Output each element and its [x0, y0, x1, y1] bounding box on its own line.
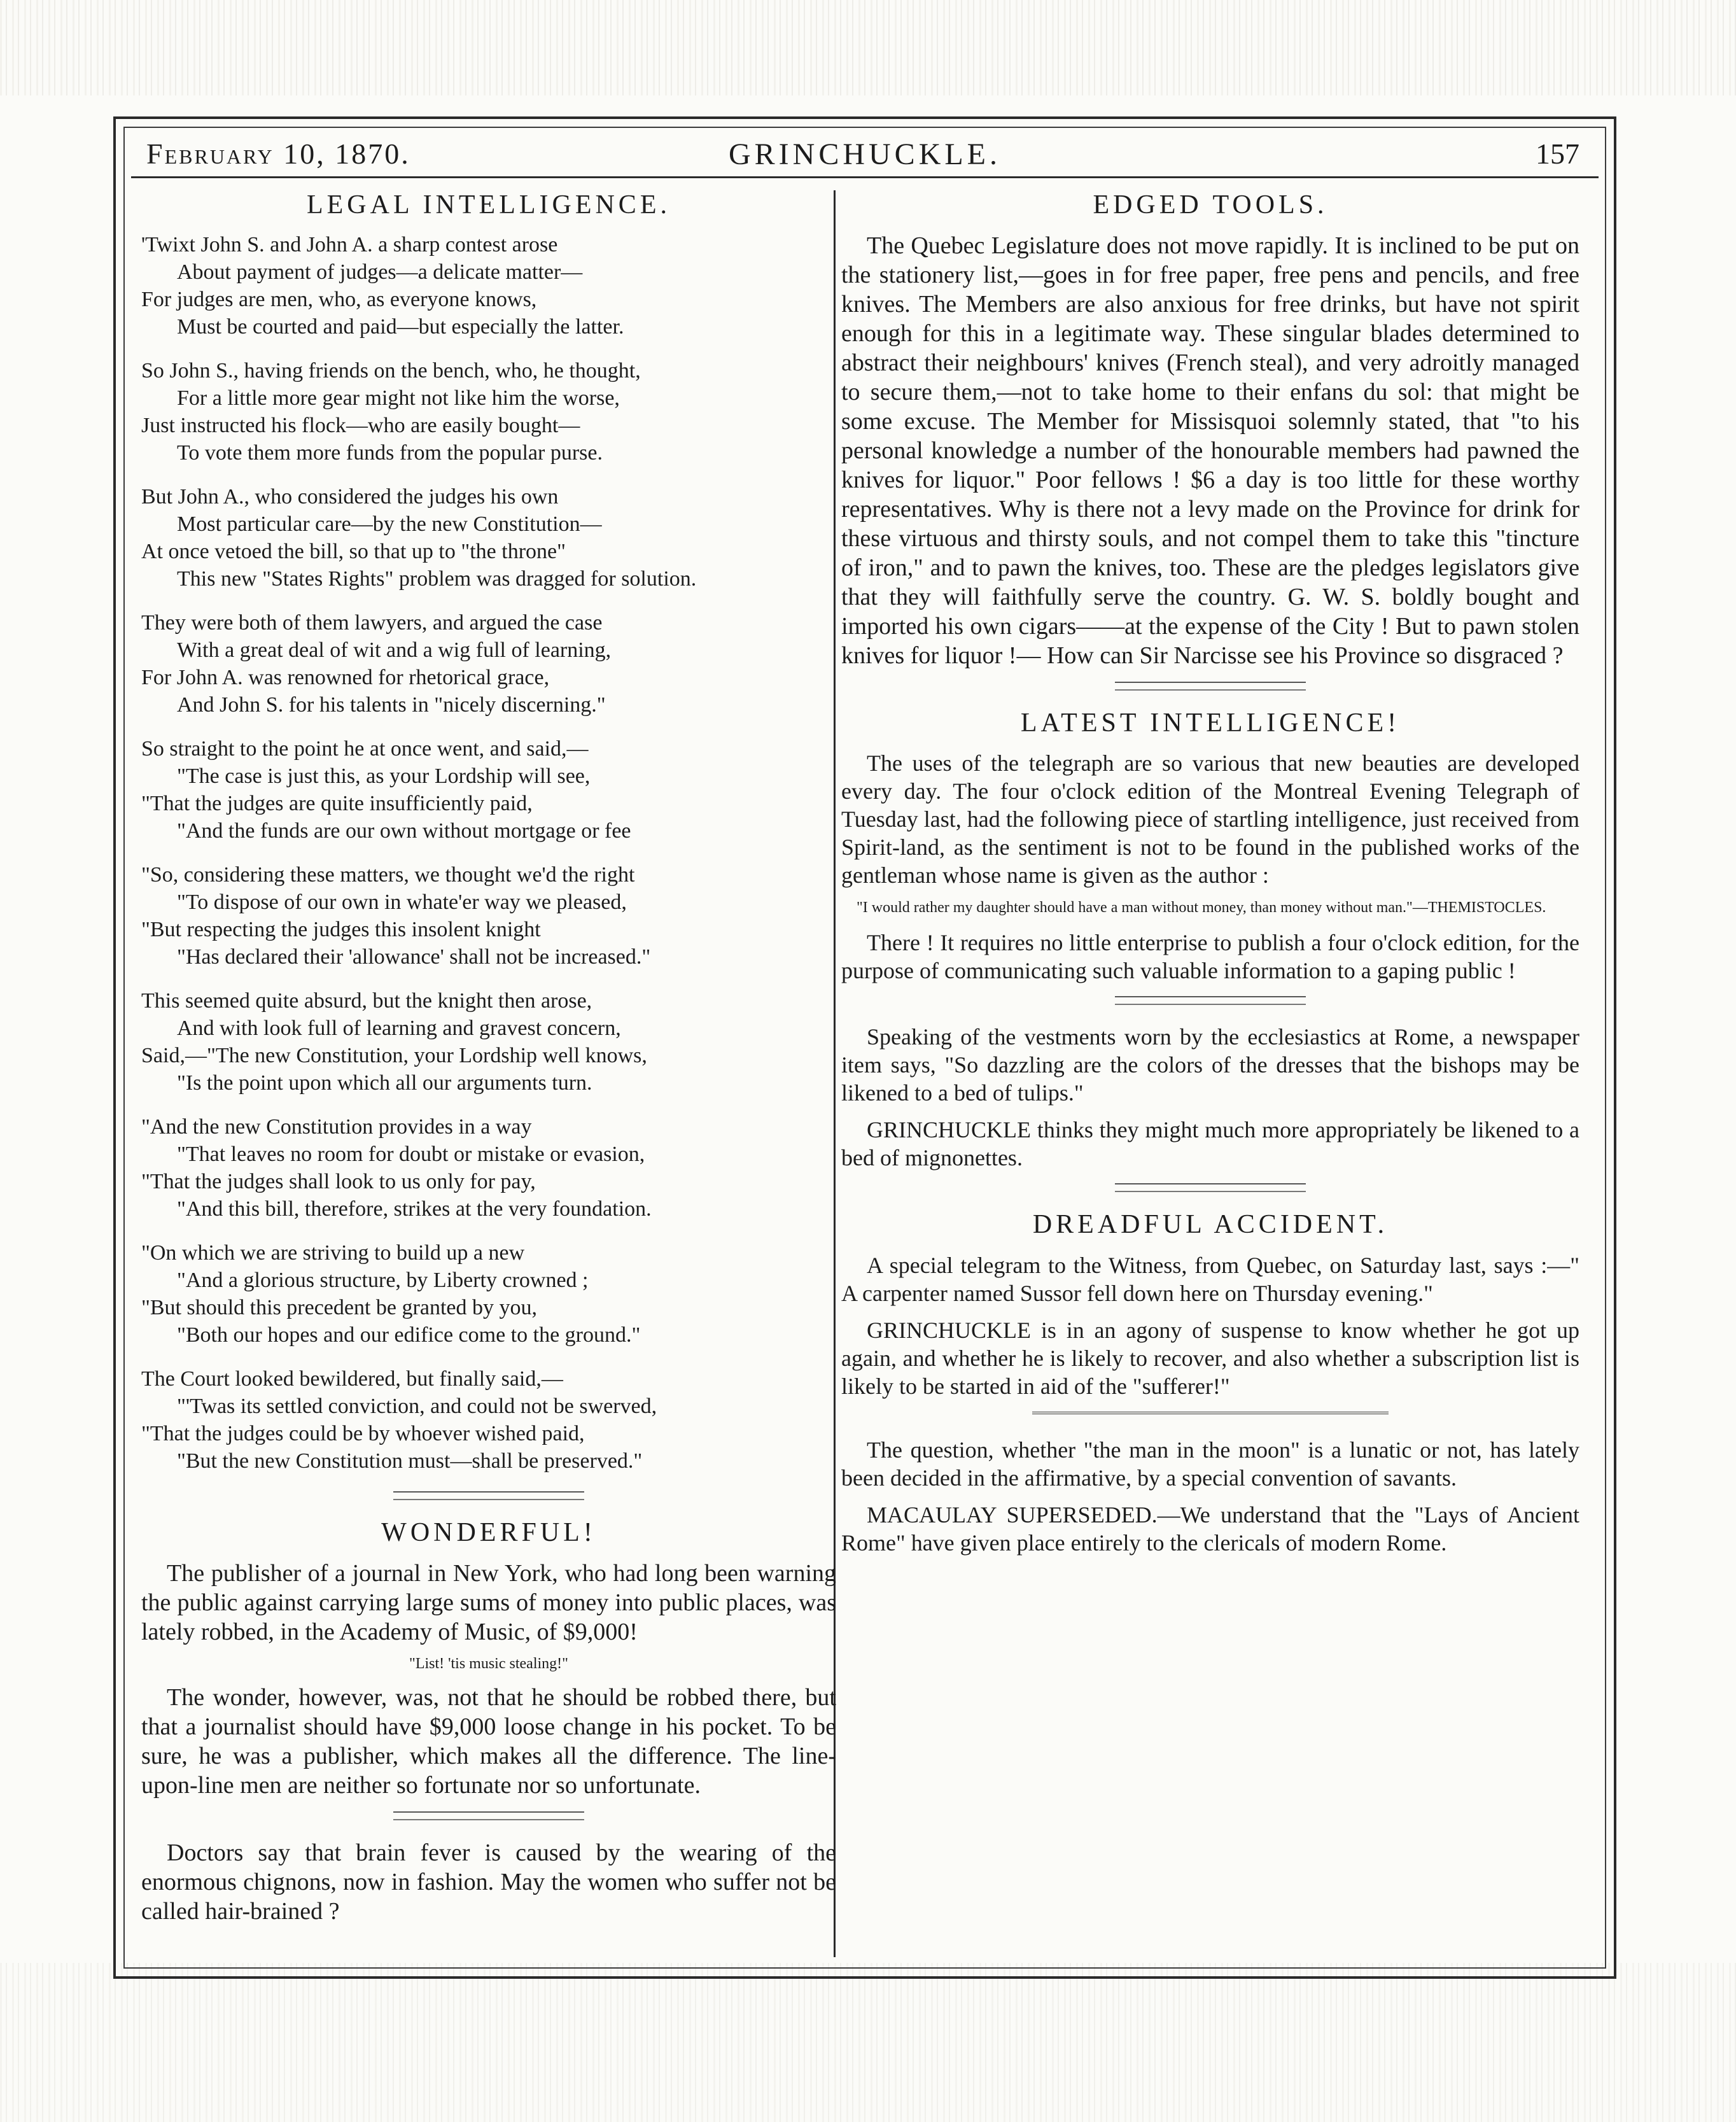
poem-stanza: [141, 1113, 836, 1223]
poem-line: Said,—"The new Constitution, your Lordship well knows,: [141, 1044, 647, 1068]
poem-line: This seemed quite absurd, but the knight then arose,: [141, 989, 592, 1013]
poem-line: "And the new Constitution provides in a way: [141, 1115, 532, 1139]
poem-line: They were both of them lawyers, and argued the case: [141, 611, 603, 635]
poem-line: "But the new Constitution must—shall be preserved.": [177, 1449, 643, 1473]
man-in-moon-paragraph: The question, whether "the man in the moon" is a lunatic or not, has lately been decided in the affirmative, by a special convention of savants.: [841, 1437, 1579, 1491]
poem-stanza: [141, 735, 836, 845]
poem-stanza: [141, 231, 836, 341]
wonderful-paragraph-1: The publisher of a journal in New York, who had long been warning the public against carrying large sums of money into public places, was lately robbed, in the Academy of Music, of $9,000!: [141, 1560, 836, 1646]
section-divider: [1115, 682, 1306, 691]
poem-line: "Has declared their 'allowance' shall not be increased.": [177, 945, 651, 969]
poem-line: "But respecting the judges this insolent knight: [141, 918, 541, 942]
page-frame: [113, 116, 1616, 1979]
legal-intelligence-heading: LEGAL INTELLIGENCE.: [307, 190, 671, 220]
poem-line: For judges are men, who, as everyone knows,: [141, 288, 537, 312]
wonderful-heading: WONDERFUL!: [381, 1518, 596, 1548]
top-margin-noise: [0, 0, 1736, 95]
themistocles-quote: "I would rather my daughter should have a man without money, than money without man."—THEMISTOCLES.: [857, 899, 1546, 917]
poem-line: "That leaves no room for doubt or mistake or evasion,: [177, 1142, 645, 1167]
publication-title: GRINCHUCKLE.: [729, 137, 1001, 171]
left-column: [141, 190, 836, 1957]
poem-stanza: [141, 1365, 836, 1475]
poem-stanza: [141, 357, 836, 467]
poem-line: "That the judges shall look to us only for pay,: [141, 1170, 536, 1194]
poem-line: The Court looked bewildered, but finally said,—: [141, 1367, 563, 1391]
poem-line: And with look full of learning and gravest concern,: [177, 1016, 621, 1041]
poem-line: With a great deal of wit and a wig full of learning,: [177, 638, 612, 663]
page-number: 157: [1536, 137, 1579, 170]
poem-stanza: [141, 987, 836, 1097]
latest-intelligence-heading: LATEST INTELLIGENCE!: [1020, 708, 1401, 738]
poem-line: This new "States Rights" problem was dragged for solution.: [177, 567, 697, 591]
poem-line: "To dispose of our own in whate'er way we pleased,: [177, 890, 627, 915]
doctors-paragraph: Doctors say that brain fever is caused by the wearing of the enormous chignons, now in fashion. May the women who suffer not be called hair-brained ?: [141, 1839, 836, 1925]
double-rule-divider: [1032, 1412, 1389, 1418]
poem-stanza: [141, 483, 836, 593]
latest-intelligence-paragraph-2: There ! It requires no little enterprise to publish a four o'clock edition, for the purpose of communicating such valuable information to a gaping public !: [841, 930, 1579, 984]
dreadful-accident-heading: DREADFUL ACCIDENT.: [1032, 1210, 1389, 1240]
poem-line: Most particular care—by the new Constitution—: [177, 512, 602, 537]
wonderful-motto: "List! 'tis music stealing!": [409, 1655, 568, 1673]
poem-line: To vote them more funds from the popular purse.: [177, 441, 603, 465]
legal-intelligence-poem: [141, 231, 836, 1475]
poem-line: "That the judges could be by whoever wished paid,: [141, 1422, 585, 1446]
poem-line: "The case is just this, as your Lordship will see,: [177, 764, 591, 789]
latest-intelligence-paragraph-1: The uses of the telegraph are so various that new beauties are developed every day. The four o'clock edition of the Montreal Evening Telegraph of Tuesday last, had the following piece of startling intelligence, just received from Spirit-land, as the sentiment is not to be found in the published works of the gentleman whose name is given as the author :: [841, 750, 1579, 889]
poem-line: "'Twas its settled conviction, and could not be swerved,: [177, 1395, 657, 1419]
poem-line: "And a glorious structure, by Liberty crowned ;: [177, 1268, 589, 1293]
wonderful-paragraph-2: The wonder, however, was, not that he should be robbed there, but that a journalist should have $9,000 loose change in his pocket. To be sure, he was a publisher, which makes all the difference. The line-upon-line men are neither so fortunate nor so unfortunate.: [141, 1684, 836, 1799]
poem-line: "Both our hopes and our edifice come to the ground.": [177, 1323, 641, 1347]
poem-stanza: [141, 1239, 836, 1349]
poem-line: And John S. for his talents in "nicely discerning.": [177, 693, 606, 717]
accident-paragraph-1: A special telegram to the Witness, from Quebec, on Saturday last, says :—" A carpenter named Sussor fell down here on Thursday evening.": [841, 1252, 1579, 1306]
section-divider: [1115, 1183, 1306, 1192]
poem-line: "And this bill, therefore, strikes at the very foundation.: [177, 1197, 652, 1221]
macaulay-paragraph: MACAULAY SUPERSEDED.—We understand that the "Lays of Ancient Rome" have given place entirely to the clericals of modern Rome.: [841, 1501, 1579, 1556]
poem-line: "That the judges are quite insufficiently paid,: [141, 792, 533, 816]
poem-line: At once vetoed the bill, so that up to "the throne": [141, 540, 566, 564]
poem-line: "So, considering these matters, we thought we'd the right: [141, 863, 635, 887]
accident-paragraph-2: GRINCHUCKLE is in an agony of suspense to know whether he got up again, and whether he is likely to recover, and also whether a subscription list is likely to be started in aid of the "sufferer!": [841, 1317, 1579, 1399]
right-column: [841, 190, 1579, 1957]
poem-line: For a little more gear might not like him the worse,: [177, 386, 620, 411]
poem-line: So John S., having friends on the bench, who, he thought,: [141, 359, 641, 383]
poem-line: 'Twixt John S. and John A. a sharp contest arose: [141, 233, 558, 257]
masthead: [131, 137, 1599, 178]
vestments-paragraph-1: Speaking of the vestments worn by the ecclesiastics at Rome, a newspaper item says, "So dazzling are the colors of the dresses that the bishops may be likened to a bed of tulips.": [841, 1024, 1579, 1106]
vestments-paragraph-2: GRINCHUCKLE thinks they might much more appropriately be likened to a bed of mignonettes.: [841, 1117, 1579, 1171]
section-divider: [393, 1811, 584, 1820]
poem-line: "On which we are striving to build up a new: [141, 1241, 525, 1265]
section-divider: [1115, 996, 1306, 1005]
poem-line: "But should this precedent be granted by you,: [141, 1296, 537, 1320]
poem-line: About payment of judges—a delicate matter—: [177, 260, 583, 285]
poem-line: Must be courted and paid—but especially the latter.: [177, 315, 624, 339]
edged-tools-paragraph: The Quebec Legislature does not move rapidly. It is inclined to be put on the stationery list,—goes in for free paper, free pens and pencils, and free knives. The Members are also anxious for free drinks, but have not spirit enough for this in a legitimate way. These singular blades determined to abstract their neighbours' knives (French steal), and very adroitly managed to secure them,—not to take home to their enfans du sol: that might be some excuse. The Member for Missisquoi solemnly stated, that "to his personal knowledge a number of the honourable members had pawned the knives for liquor." Poor fellows ! $6 a day is too little for these worthy representatives. Why is there not a levy made on the Province for drink for these virtuous and thirsty souls, and not compel them to take this "tincture of iron," and to pawn the knives, too. These are the pledges legislators give that they will faithfully serve the country. G. W. S. boldly bought and imported his own cigars——at the expense of the City ! But to pawn stolen knives for liquor !— How can Sir Narcisse see his Province so disgraced ?: [841, 232, 1579, 670]
poem-line: "Is the point upon which all our arguments turn.: [177, 1071, 592, 1095]
bottom-margin-noise: [0, 1963, 1736, 2122]
poem-line: "And the funds are our own without mortgage or fee: [177, 819, 631, 843]
poem-line: For John A. was renowned for rhetorical grace,: [141, 666, 550, 690]
edged-tools-heading: EDGED TOOLS.: [1093, 190, 1328, 220]
poem-stanza: [141, 861, 836, 971]
poem-line: So straight to the point he at once went, and said,—: [141, 737, 589, 761]
poem-line: Just instructed his flock—who are easily bought—: [141, 414, 580, 438]
issue-date: February 10, 1870.: [146, 137, 410, 170]
poem-line: But John A., who considered the judges his own: [141, 485, 559, 509]
poem-stanza: [141, 609, 836, 719]
section-divider: [393, 1491, 584, 1500]
